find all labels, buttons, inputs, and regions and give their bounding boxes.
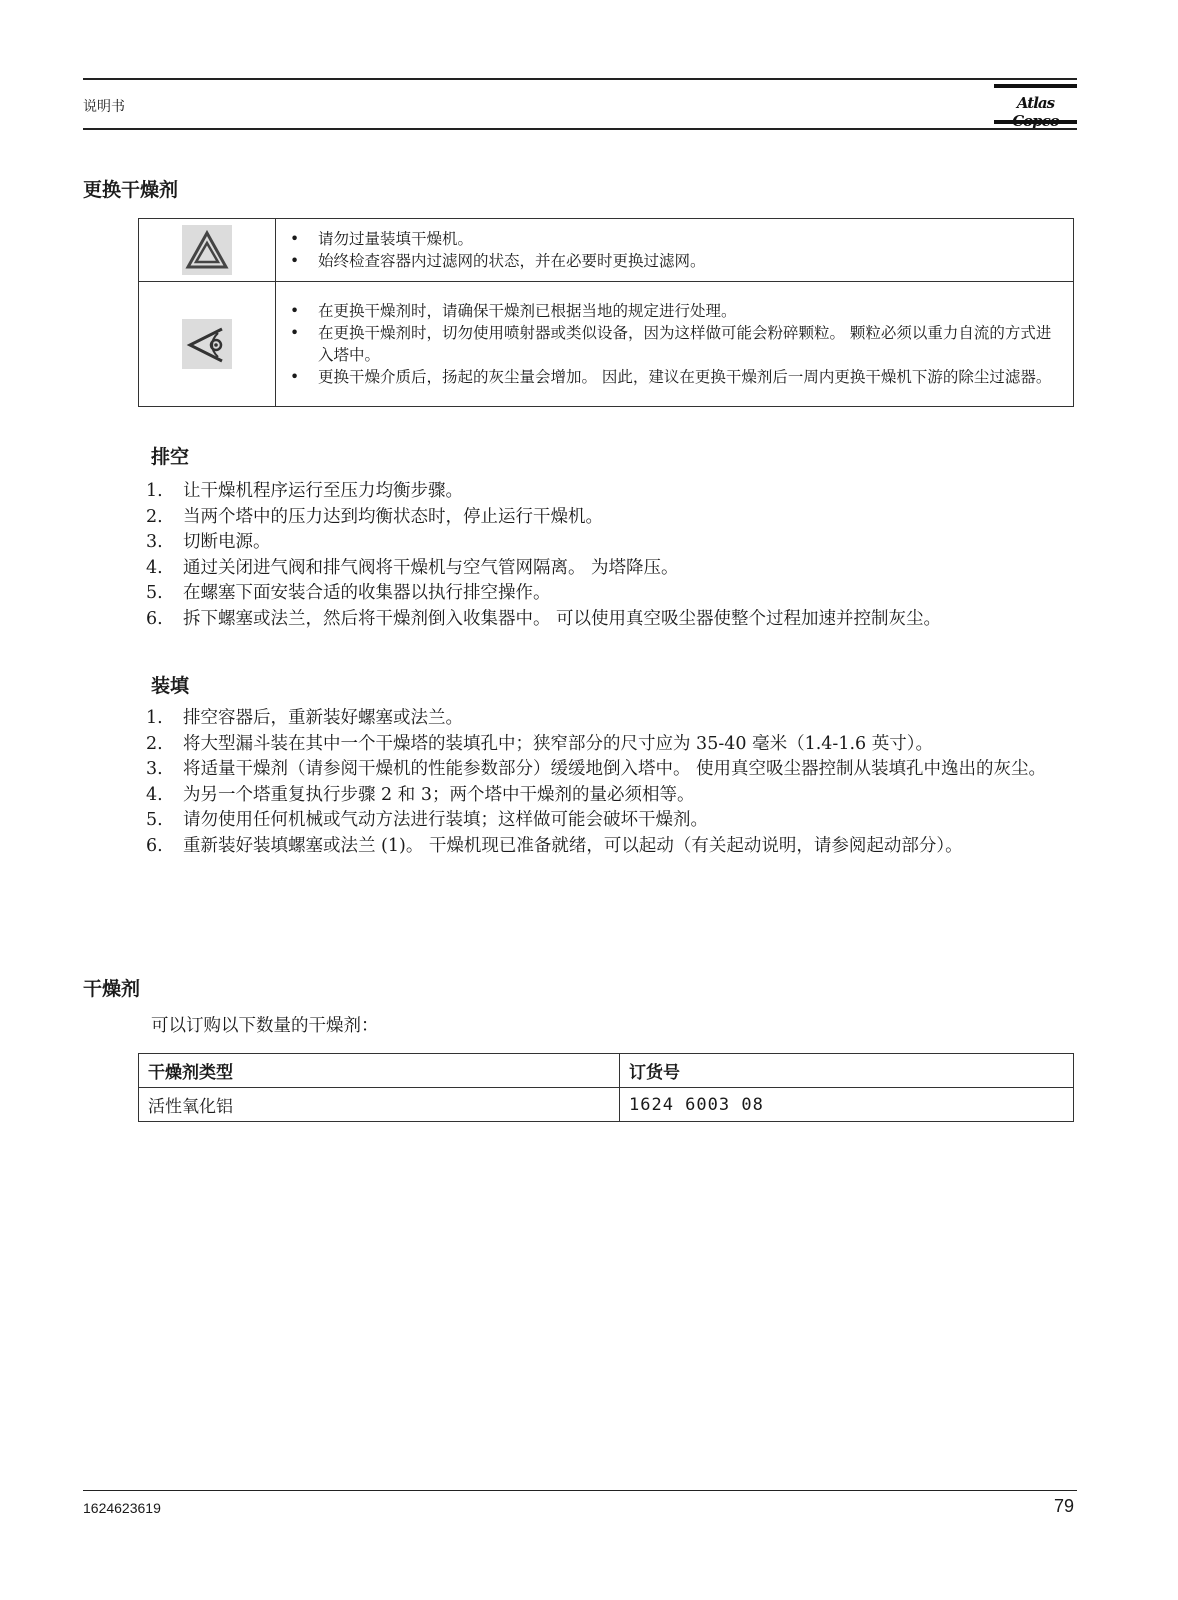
table-row bbox=[139, 1088, 1074, 1122]
list-item: 6. 拆下螺塞或法兰，然后将干燥剂倒入收集器中。 可以使用真空吸尘器使整个过程加速并控制灰尘。 bbox=[146, 608, 942, 629]
list-item: 5. 请勿使用任何机械或气动方法进行装填；这样做可能会破坏干燥剂。 bbox=[146, 810, 708, 830]
subsection-title-filling: 装填 bbox=[151, 675, 190, 697]
list-item: 3. 将适量干燥剂（请参阅干燥机的性能参数部分）缓缓地倒入塔中。 使用真空吸尘器控制从装填孔中逸出的灰尘。 bbox=[146, 759, 1047, 779]
safety-bullet: • 在更换干燥剂时，切勿使用喷射器或类似设备，因为这样做可能会粉碎颗粒。 颗粒必须以重力自流的方式进入塔中。 bbox=[290, 322, 1065, 366]
warning-triangle-icon bbox=[182, 225, 232, 275]
safety-bullet: • 始终检查容器内过滤网的状态，并在必要时更换过滤网。 bbox=[290, 250, 1065, 272]
safety-bullet: • 在更换干燥剂时，请确保干燥剂已根据当地的规定进行处理。 bbox=[290, 300, 1065, 322]
list-item: 2. 当两个塔中的压力达到均衡状态时，停止运行干燥机。 bbox=[146, 506, 603, 527]
footer-rule bbox=[83, 1490, 1077, 1491]
draining-steps bbox=[146, 479, 1076, 632]
list-item: 2. 将大型漏斗装在其中一个干燥塔的装填孔中；狭窄部分的尺寸应为 35-40 毫米（1.4-1.6 英寸）。 bbox=[146, 733, 933, 754]
safety-notice-table bbox=[138, 218, 1074, 407]
list-item: 4. 通过关闭进气阀和排气阀将干燥机与空气管网隔离。 为塔降压。 bbox=[146, 557, 679, 578]
safety-row bbox=[139, 282, 1074, 407]
table-header-row bbox=[139, 1054, 1074, 1088]
subsection-title-draining: 排空 bbox=[151, 446, 190, 468]
list-item: 5. 在螺塞下面安装合适的收集器以执行排空操作。 bbox=[146, 583, 551, 603]
list-item: 1. 让干燥机程序运行至压力均衡步骤。 bbox=[146, 481, 463, 501]
safety-bullet: • 请勿过量装填干燥机。 bbox=[290, 228, 1065, 250]
header-rule-top bbox=[83, 78, 1077, 80]
section-title-replace-desiccant: 更换干燥剂 bbox=[83, 179, 179, 201]
safety-bullet: • 更换干燥介质后，扬起的灰尘量会增加。 因此，建议在更换干燥剂后一周内更换干燥机下游的除尘过滤器。 bbox=[290, 366, 1065, 388]
desiccant-intro: 可以订购以下数量的干燥剂： bbox=[151, 1016, 379, 1036]
document-number: 1624623619 bbox=[83, 1500, 161, 1516]
page-number: 79 bbox=[1053, 1496, 1074, 1516]
table-cell: 活性氧化铝 bbox=[139, 1088, 620, 1122]
list-item: 3. 切断电源。 bbox=[146, 532, 271, 552]
column-header: 干燥剂类型 bbox=[139, 1054, 620, 1088]
column-header: 订货号 bbox=[620, 1054, 1074, 1088]
section-title-desiccant: 干燥剂 bbox=[83, 978, 141, 1000]
desiccant-order-table bbox=[138, 1053, 1074, 1122]
safety-row bbox=[139, 219, 1074, 282]
list-item: 1. 排空容器后，重新装好螺塞或法兰。 bbox=[146, 708, 463, 728]
list-item: 4. 为另一个塔重复执行步骤 2 和 3；两个塔中干燥剂的量必须相等。 bbox=[146, 784, 695, 805]
list-item: 6. 重新装好装填螺塞或法兰 (1)。 干燥机现已准备就绪，可以起动（有关起动说明，请参阅起动部分）。 bbox=[146, 835, 963, 856]
header-rule-bottom bbox=[83, 128, 1077, 130]
atlas-copco-logo: Atlas bbox=[994, 84, 1077, 126]
eye-protection-icon bbox=[182, 319, 232, 369]
table-cell: 1624 6003 08 bbox=[620, 1088, 1074, 1122]
document-type: 说明书 bbox=[83, 99, 125, 115]
filling-steps bbox=[146, 706, 1076, 859]
